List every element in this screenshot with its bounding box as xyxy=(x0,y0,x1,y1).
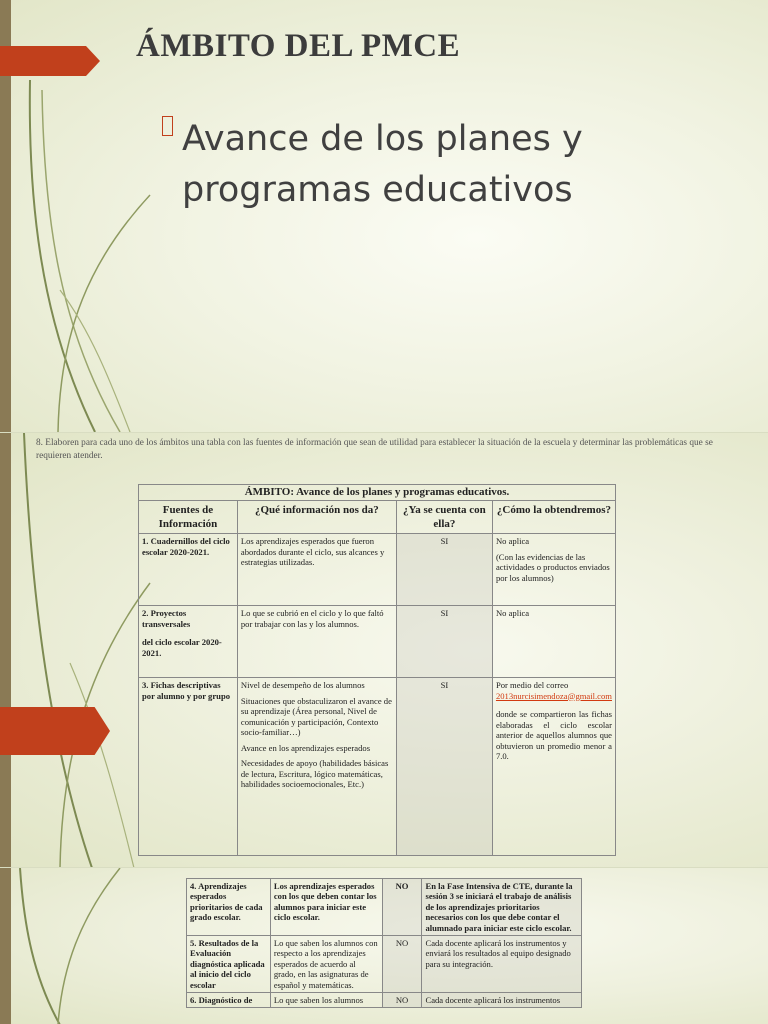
slide-table-2 xyxy=(0,867,768,1024)
row-info-item: Necesidades de apoyo (habilidades básicas de lectura, Escritura, lógico matemáticas, habilidades socioemocionales, Etc.) xyxy=(240,758,389,789)
row-how: En la Fase Intensiva de CTE, durante la sesión 3 se iniciará el trabajo de análisis de los aprendizajes prioritarios necesarios con los que debe contar el alumnado para iniciar este ciclo escolar. xyxy=(422,879,582,936)
table-header-row xyxy=(139,501,616,534)
row-how-detail: (Con las evidencias de las actividades o productos enviados por los alumnos) xyxy=(495,551,610,583)
table-row xyxy=(187,936,582,993)
row-has: SI xyxy=(396,534,492,606)
heading-line-1: Avance de los planes y xyxy=(182,119,583,159)
row-info: Lo que se cubrió en el ciclo y lo que faltó por trabajar con las y los alumnos. xyxy=(237,606,396,678)
bullet-box-icon xyxy=(162,116,173,136)
row-source: 2. Proyectos transversales xyxy=(142,608,191,629)
slide-title-text: ÁMBITO DEL PMCE xyxy=(136,28,461,64)
table-row xyxy=(139,678,616,856)
row-source: 5. Resultados de la Evaluación diagnóstica aplicada al inicio del ciclo escolar xyxy=(187,936,271,993)
table-row xyxy=(187,879,582,936)
header-sources: Fuentes de Información xyxy=(139,501,238,534)
table-row xyxy=(187,993,582,1008)
row-source: 4. Aprendizajes esperados prioritarios de cada grado escolar. xyxy=(187,879,271,936)
row-how: Cada docente aplicará los instrumentos y enviará los resultados al equipo designado para su integración. xyxy=(422,936,582,993)
row-info: Los aprendizajes esperados que fueron abordados durante el ciclo, sus alcances y estrategias utilizadas. xyxy=(237,534,396,606)
row-has: NO xyxy=(382,993,422,1008)
row-info: Lo que saben los alumnos con respecto a los aprendizajes esperados de acuerdo al grado, en las asignaturas de español y matemáticas. xyxy=(270,936,382,993)
row-source-extra: del ciclo escolar 2020-2021. xyxy=(142,637,222,658)
email-link[interactable]: 2013nurcisimendoza@gmail.com xyxy=(495,690,612,701)
row-has: SI xyxy=(396,678,492,856)
row-info: Lo que saben los alumnos xyxy=(270,993,382,1008)
row-info-item: Avance en los aprendizajes esperados xyxy=(240,742,371,753)
row-info-item: Nivel de desempeño de los alumnos xyxy=(240,680,365,690)
sources-table xyxy=(138,484,616,856)
row-source: 3. Fichas descriptivas por alumno y por grupo xyxy=(142,680,231,701)
row-how: No aplica xyxy=(495,536,530,546)
decorative-stems xyxy=(0,868,200,1024)
table-row xyxy=(139,534,616,606)
row-how: No aplica xyxy=(492,606,615,678)
row-info: Los aprendizajes esperados con los que deben contar los alumnos para iniciar este ciclo escolar. xyxy=(270,879,382,936)
heading-line-2: programas educativos xyxy=(182,170,573,210)
row-has: SI xyxy=(396,606,492,678)
instruction-text: 8. Elaboren para cada uno de los ámbitos una tabla con las fuentes de información que sean de utilidad para establecer la situación de la escuela y determinar las problemáticas que se requieren atender. xyxy=(36,438,713,461)
row-how: Cada docente aplicará los instrumentos xyxy=(422,993,582,1008)
header-has: ¿Ya se cuenta con ella? xyxy=(396,501,492,534)
row-has: NO xyxy=(382,936,422,993)
heading-bullet xyxy=(162,114,722,216)
header-info: ¿Qué información nos da? xyxy=(237,501,396,534)
row-has: NO xyxy=(382,879,422,936)
table-row xyxy=(139,606,616,678)
row-source: 1. Cuadernillos del ciclo escolar 2020-2021. xyxy=(142,536,230,557)
row-how-prefix: Por medio del correo xyxy=(495,680,569,690)
row-how-suffix: donde se compartieron las fichas elaboradas el ciclo escolar anterior de aquellos alumnos que obtuvieron un promedio menor a 7.0. xyxy=(495,709,612,761)
sources-table-continued xyxy=(186,878,582,1008)
row-info-item: Situaciones que obstaculizaron el avance de su aprendizaje (Área personal, Nivel de comunicación y participación, Contexto socio-familiar…) xyxy=(240,695,392,737)
slide-title xyxy=(0,0,768,432)
row-source: 6. Diagnóstico de xyxy=(187,993,271,1008)
header-how: ¿Cómo la obtendremos? xyxy=(492,501,615,534)
table-caption: ÁMBITO: Avance de los planes y programas educativos. xyxy=(139,485,616,501)
title-arrow-shape xyxy=(0,46,100,76)
slide-table-1 xyxy=(0,432,768,867)
slide-arrow-shape xyxy=(0,707,110,755)
